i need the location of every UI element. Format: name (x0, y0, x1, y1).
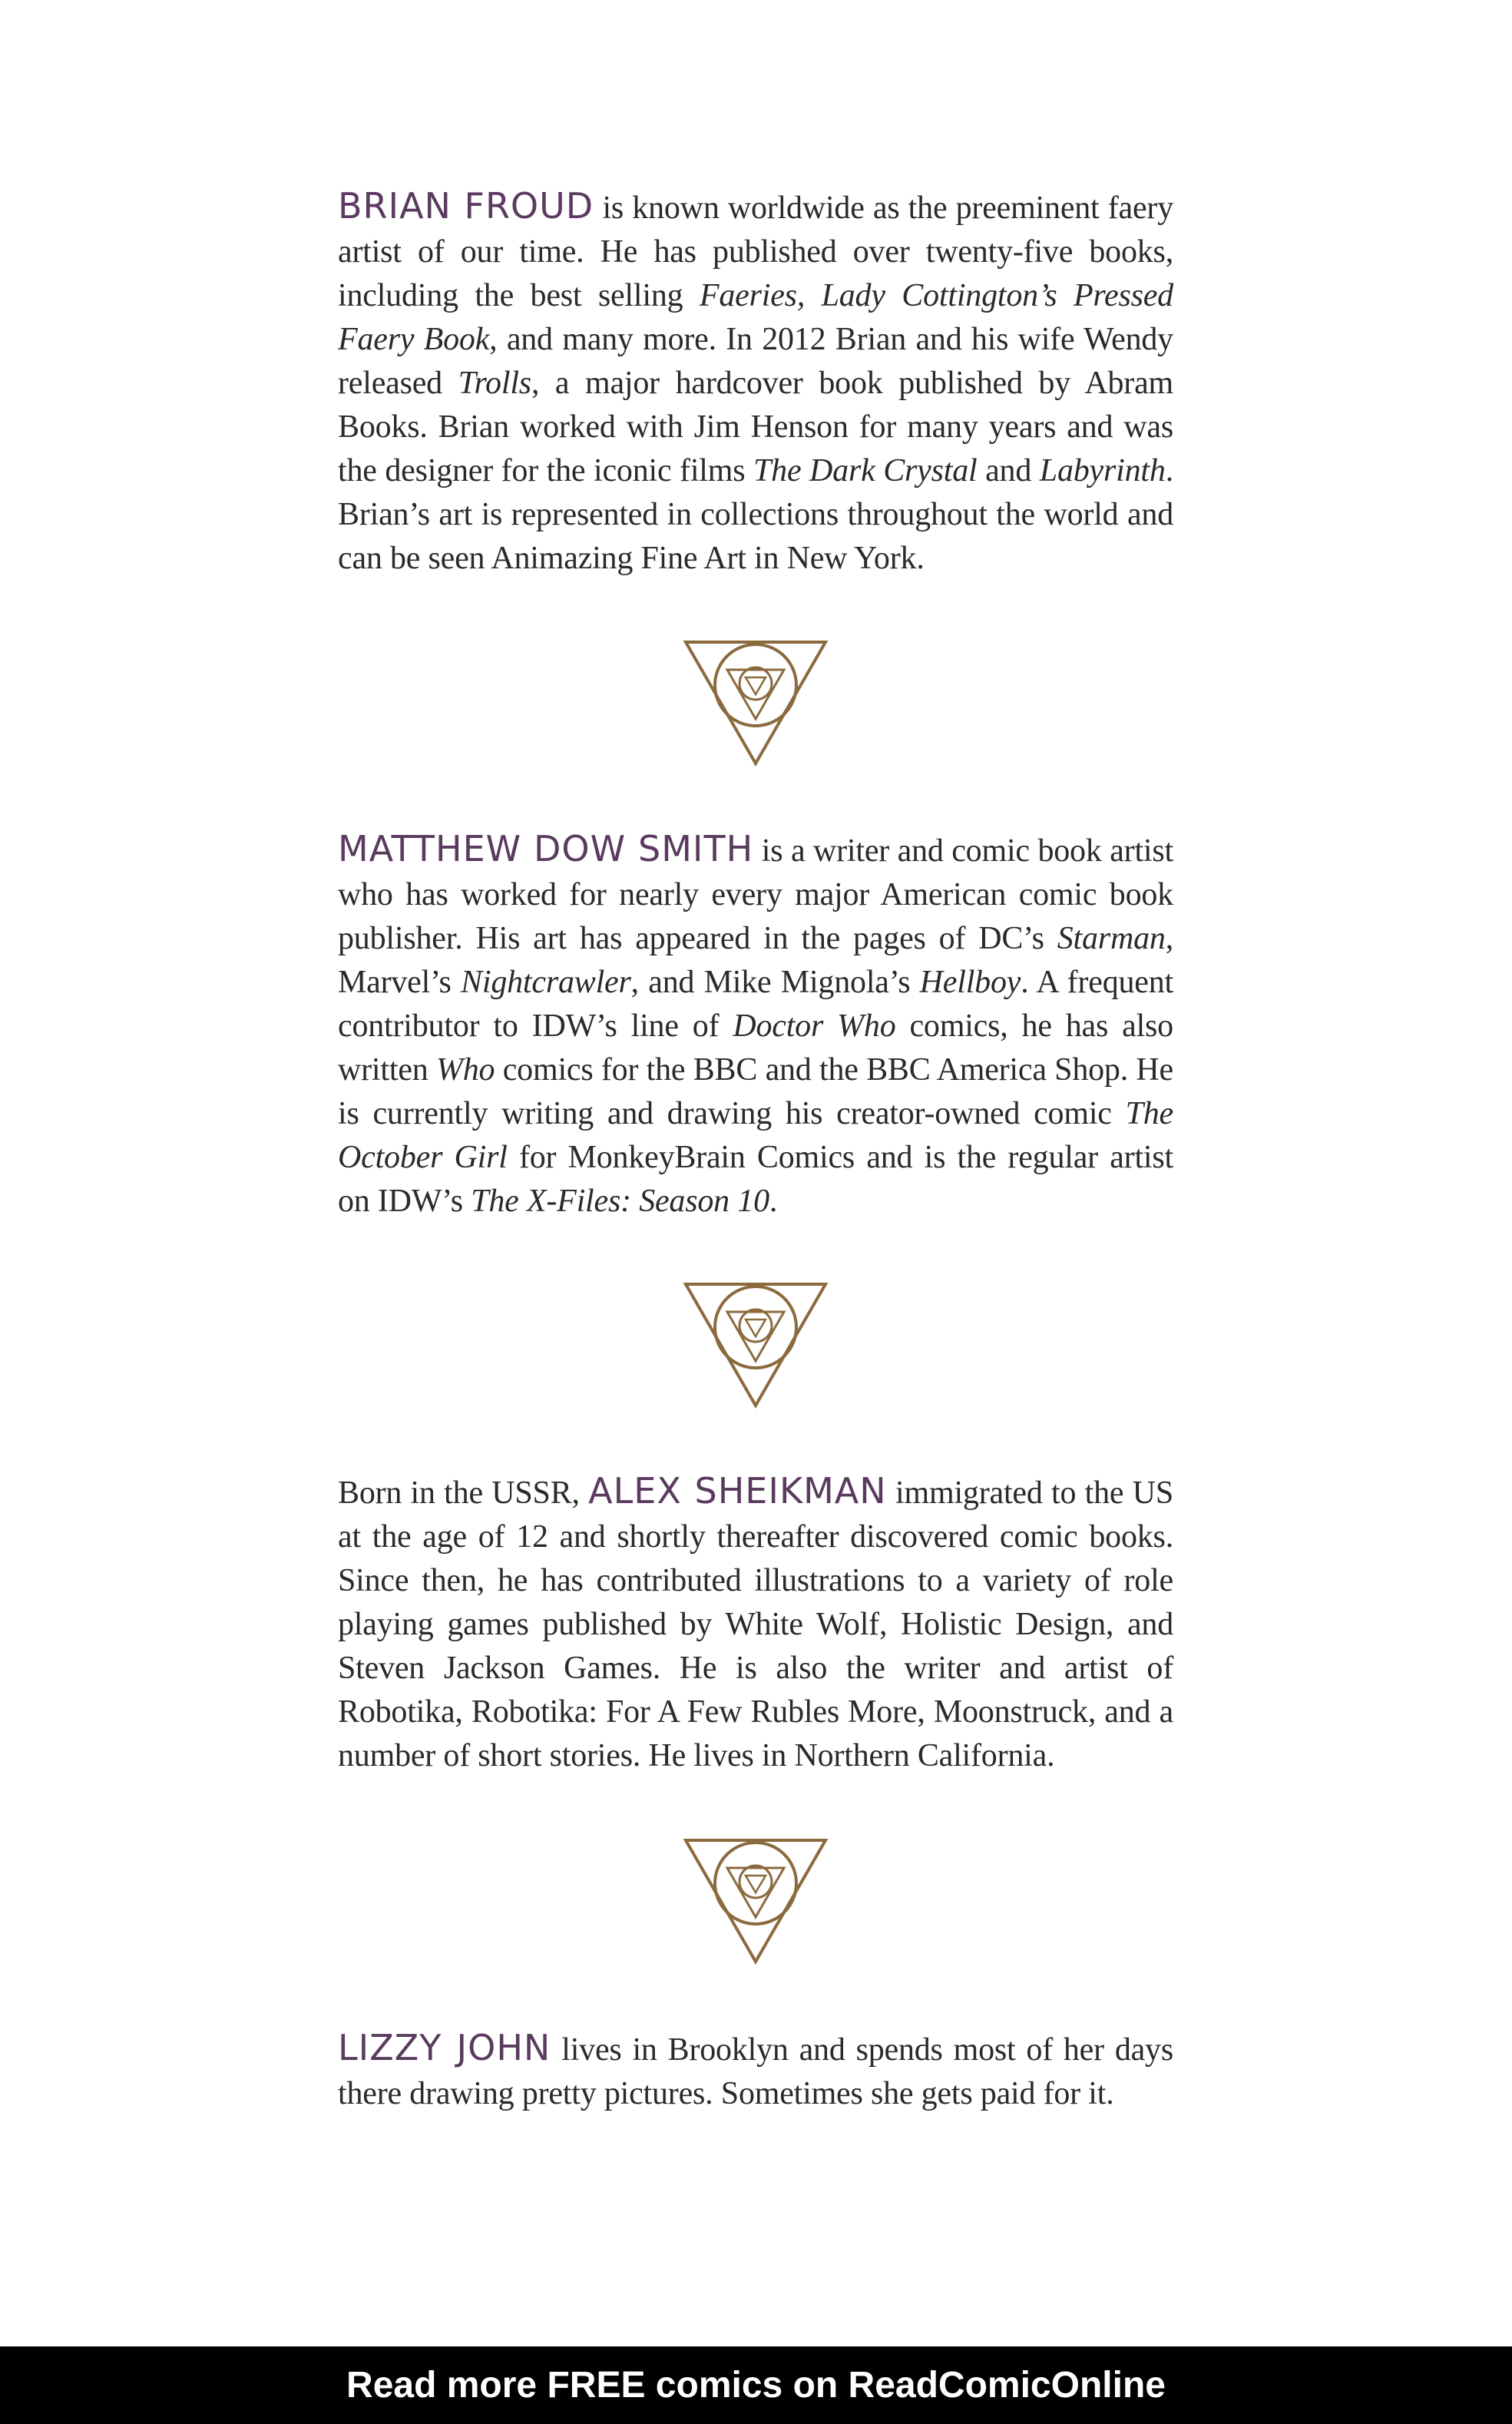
bio-text: is known worldwide as the preeminent faery artist of our time. He has published over twenty-five books, including the best selling (338, 190, 1174, 313)
bio-title-italic: The X-Files: Season 10 (471, 1184, 769, 1219)
footer-banner[interactable] (0, 2346, 1512, 2424)
bio-title-italic: Starman (1057, 921, 1166, 956)
bio-name: LIZZY JOHN (338, 2027, 551, 2068)
bio-title-italic: Trolls (458, 366, 531, 401)
footer-text[interactable]: Read more FREE comics on ReadComicOnline (346, 2365, 1166, 2406)
bio-text: . A frequent contributor to IDW’s line of (338, 965, 1174, 1044)
bio-title-italic: Who (435, 1052, 495, 1088)
triangle-circle-emblem-icon (683, 1281, 829, 1409)
bio-brian-froud (338, 184, 1173, 581)
bio-name: BRIAN FROUD (338, 185, 594, 227)
bio-text: is a writer and comic book artist who has worked for nearly every major American comic book publisher. His art has appeared in the pages of DC’s (338, 833, 1173, 956)
bio-text: for MonkeyBrain Comics and is the regular artist on IDW’s (338, 1140, 1173, 1219)
bio-title-italic: The Dark Crystal (753, 453, 978, 488)
bio-text: , and Mike Mignola’s (630, 965, 920, 1000)
bio-text: , and many more. In 2012 Brian and his wife Wendy released (338, 322, 1173, 401)
bio-title-italic: Hellboy (919, 965, 1021, 1000)
bio-text: , Marvel’s (338, 921, 1173, 1000)
bio-name: ALEX SHEIKMAN (588, 1470, 887, 1512)
bio-text: . Brian’s art is represented in collections throughout the world and can be seen Animazing Fine Art in New York. (338, 453, 1173, 576)
bio-text: . (769, 1184, 778, 1219)
bio-title-italic: Faeries, Lady Cottington’s Pressed Faery Book (338, 278, 1173, 357)
bio-text: and (977, 453, 1040, 488)
bio-text: comics for the BBC and the BBC America Shop. He is currently writing and drawing his creator-owned comic (338, 1052, 1173, 1131)
bio-alex-sheikman (338, 1469, 1173, 1778)
bio-text: , a major hardcover book published by Abram Books. Brian worked with Jim Henson for many years and was the designer for the iconic films (338, 366, 1173, 488)
bio-title-italic: The October Girl (338, 1096, 1173, 1175)
bio-title-italic: Doctor Who (733, 1008, 896, 1044)
bio-matthew-dow-smith (338, 827, 1173, 1224)
bio-name: MATTHEW DOW SMITH (338, 828, 754, 869)
bio-text: immigrated to the US at the age of 12 and shortly thereafter discovered comic books. Since then, he has contributed illustrations to a variety of role playing games published by White Wolf, Holistic Design, and Steven Jackson Games. He is also the writer and artist of Robotika, Robotika: For A Few Rubles More, Moonstruck, and a number of short stories. He lives in Northern California. (338, 1475, 1173, 1773)
bio-lizzy-john (338, 2026, 1173, 2116)
bio-text: lives in Brooklyn and spends most of her days there drawing pretty pictures. Sometimes she gets paid for it. (338, 2032, 1174, 2111)
bio-title-italic: Labyrinth (1039, 453, 1166, 488)
triangle-circle-emblem-icon (683, 1837, 829, 1965)
bio-text: comics, he has also written (338, 1008, 1173, 1088)
bio-title-italic: Nightcrawler (461, 965, 631, 1000)
triangle-circle-emblem-icon (683, 639, 829, 767)
bio-prefix: Born in the USSR, (338, 1475, 589, 1511)
